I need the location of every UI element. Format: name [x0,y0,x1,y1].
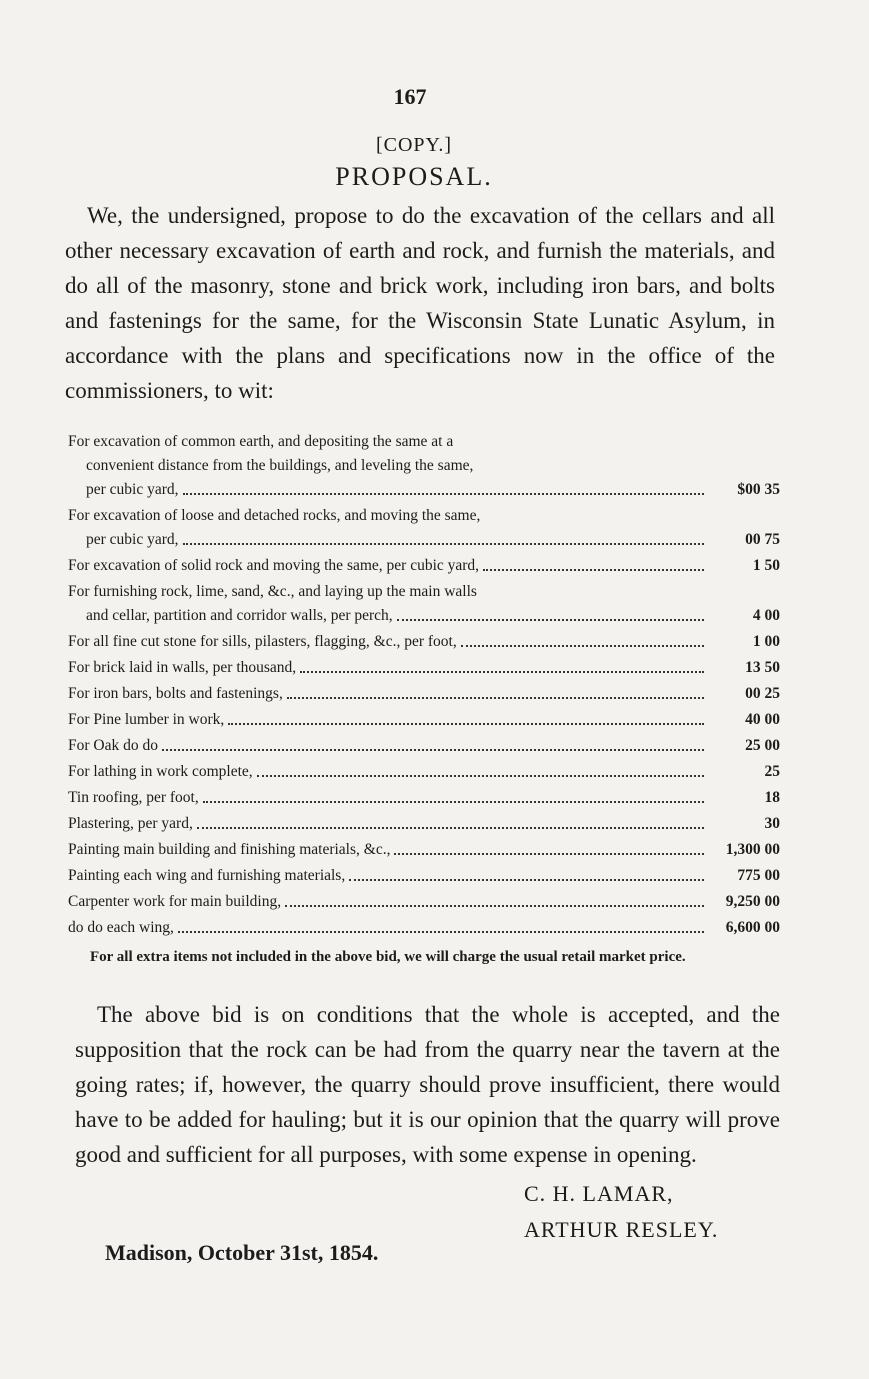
dot-leader [461,645,704,647]
price-item-amount: 1 50 [752,557,780,574]
price-item-amount: 40 00 [745,711,780,728]
price-item-description: For excavation of common earth, and depositing the same at a [68,433,454,450]
price-item-description: For all fine cut stone for sills, pilasters, flagging, &c., per foot, [68,633,457,650]
price-item-description: Painting main building and finishing materials, &c., [68,841,391,858]
price-item-description: Painting each wing and furnishing materials, [68,867,346,884]
price-item-row [68,785,780,811]
price-item-description: convenient distance from the buildings, and leveling the same, [86,457,474,474]
price-item-row [68,759,780,785]
price-item-description: For excavation of solid rock and moving the same, per cubic yard, [68,557,480,574]
price-item-description: do do each wing, [68,919,174,936]
price-item-description: For iron bars, bolts and fastenings, [68,685,283,702]
price-item-description: For brick laid in walls, per thousand, [68,659,297,676]
price-list [68,429,780,941]
price-item-row [68,681,780,707]
price-item-description: For Pine lumber in work, [68,711,225,728]
price-item-row [68,889,780,915]
price-item-row [68,629,780,655]
dot-leader [394,853,704,855]
price-item-amount: 25 [764,763,780,780]
dot-leader [300,671,704,673]
dot-leader [285,905,704,907]
dateline: Madison, October 31st, 1854. [105,1240,379,1265]
price-item-amount: 13 50 [745,659,780,676]
document-title: PROPOSAL. [335,162,493,191]
dot-leader [228,723,704,725]
closing-paragraph: The above bid is on conditions that the whole is accepted, and the supposition that the rock can be had from the quarry near the tavern at the going rates; if, however, the quarry should prove insufficient, there would have to be added for hauling; but it is our opinion that the quarry will prove good and sufficient for all purposes, with some expense in opening. [75,1002,780,1167]
price-item-row [68,603,780,629]
price-item-amount: 775 00 [737,867,780,884]
price-item-amount: 00 25 [745,685,780,702]
price-item-description: For Oak do do [68,737,158,754]
price-item-description: Tin roofing, per foot, [68,789,199,806]
extra-items-note: For all extra items not included in the above bid, we will charge the usual retail market price. [90,949,686,965]
dot-leader [178,931,704,933]
price-item-amount: 1,300 00 [725,841,780,858]
signatories [524,1176,824,1248]
price-item-description: and cellar, partition and corridor walls, per perch, [86,607,393,624]
dot-leader [349,879,704,881]
price-item-description: per cubic yard, [86,481,179,498]
page-number: 167 [393,84,427,109]
price-item-description: For furnishing rock, lime, sand, &c., and laying up the main walls [68,583,477,600]
price-item-row [68,837,780,863]
intro-paragraph: We, the undersigned, propose to do the excavation of the cellars and all other necessary excavation of earth and rock, and furnish the materials, and do all of the masonry, stone and brick work, including iron bars, and bolts and fastenings for the same, for the Wisconsin State Lunatic Asylum, in accordance with the plans and specifications now in the office of the commissioners, to wit: [65,203,775,403]
price-item-amount: 9,250 00 [725,893,780,910]
price-item-amount: 1 00 [752,633,780,650]
price-item-row [68,915,780,941]
dot-leader [183,543,704,545]
price-item-row [68,527,780,553]
price-item-amount: 4 00 [752,607,780,624]
price-item-row [68,453,780,479]
price-item-row [68,733,780,759]
dot-leader [162,749,704,751]
price-item-row [68,429,780,455]
price-item-amount: 25 00 [745,737,780,754]
price-item-amount: 18 [764,789,780,806]
dot-leader [183,493,704,495]
price-item-row [68,503,780,529]
dot-leader [287,697,704,699]
dot-leader [483,569,704,571]
price-item-amount: 30 [764,815,780,832]
price-item-amount: $00 35 [737,481,780,498]
copy-label: [COPY.] [375,134,453,156]
price-item-row [68,477,780,503]
price-item-description: For excavation of loose and detached rocks, and moving the same, [68,507,481,524]
price-item-description: For lathing in work complete, [68,763,253,780]
price-item-description: per cubic yard, [86,531,179,548]
signer-name: C. H. LAMAR, [524,1181,674,1206]
price-item-row [68,707,780,733]
price-item-row [68,579,780,605]
price-item-row [68,655,780,681]
price-item-description: Plastering, per yard, [68,815,193,832]
price-item-amount: 6,600 00 [725,919,780,936]
signer-name: ARTHUR RESLEY. [524,1217,719,1242]
dot-leader [203,801,704,803]
dot-leader [397,619,704,621]
dot-leader [257,775,704,777]
price-item-row [68,863,780,889]
price-item-row [68,811,780,837]
dot-leader [197,827,704,829]
price-item-description: Carpenter work for main building, [68,893,282,910]
price-item-amount: 00 75 [745,531,780,548]
price-item-row [68,553,780,579]
